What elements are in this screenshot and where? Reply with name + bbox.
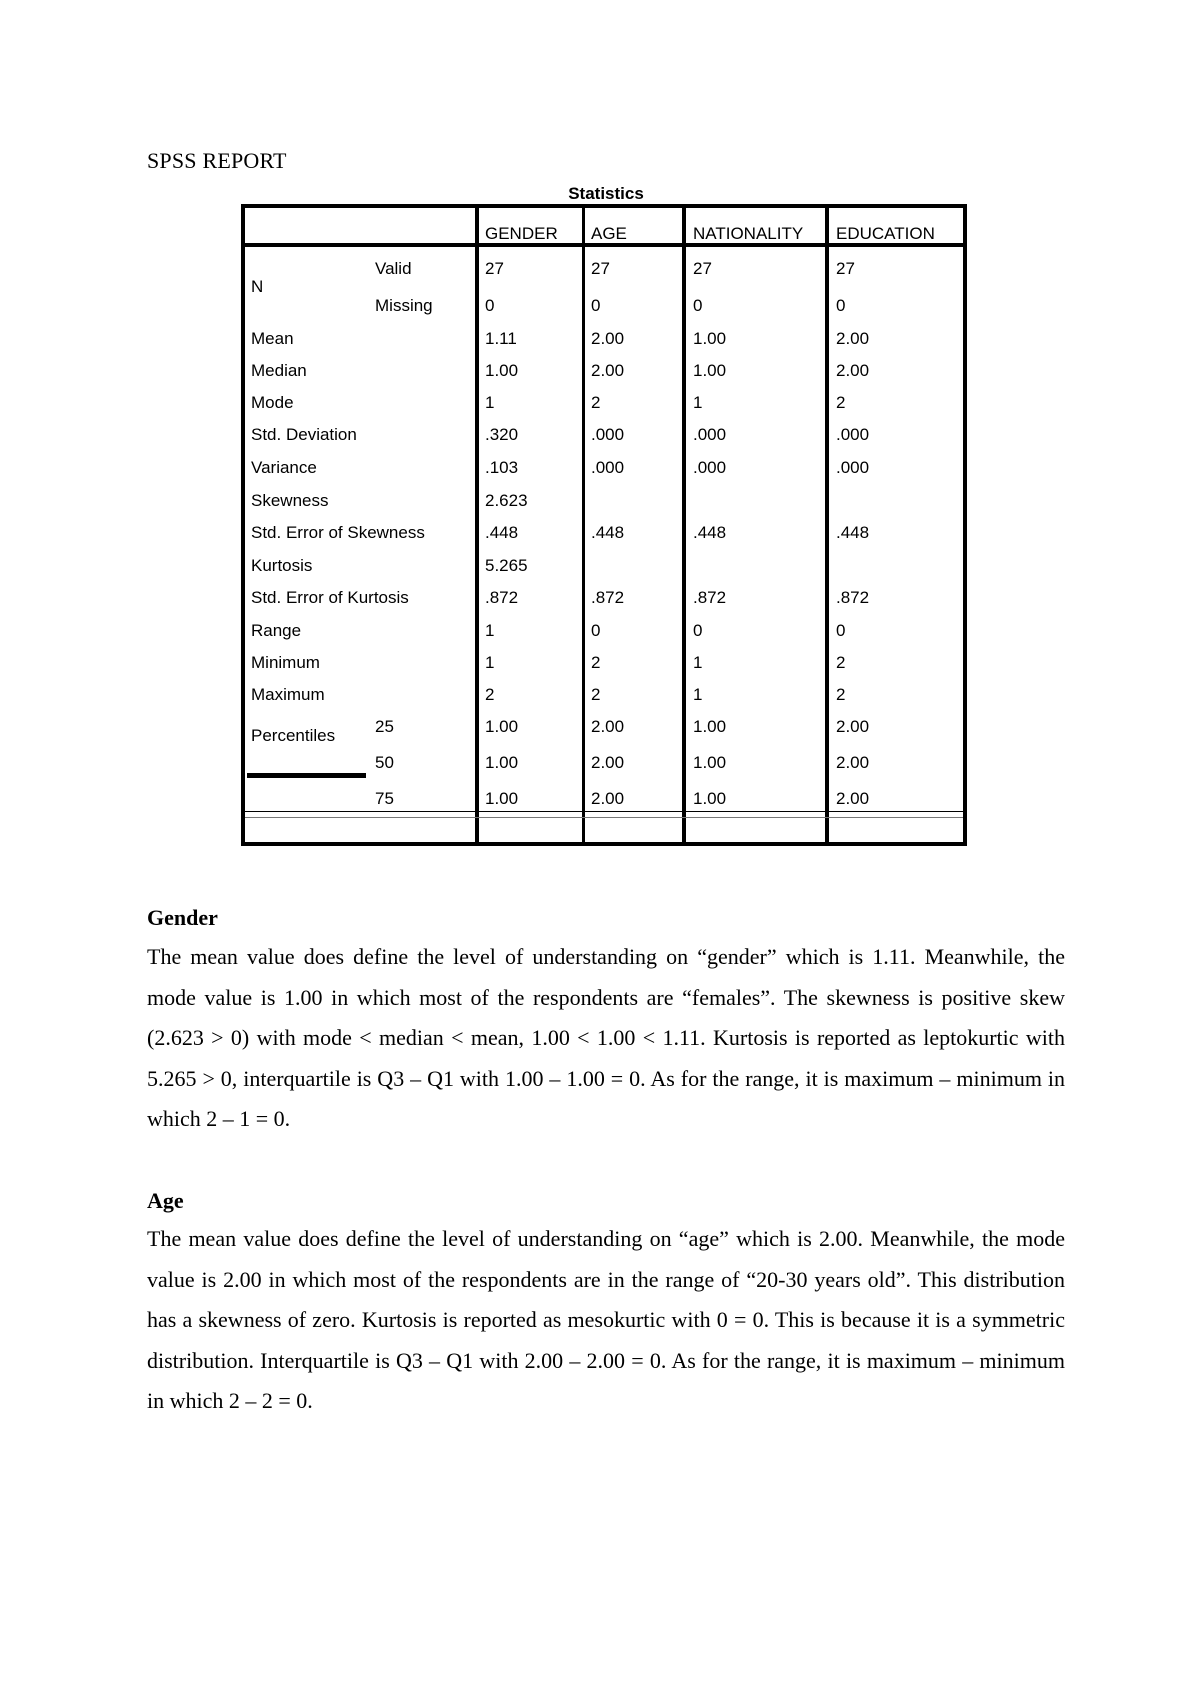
table-cell: .448 — [836, 523, 870, 542]
table-cell: .103 — [485, 458, 519, 477]
row-label-mean: Mean — [251, 329, 294, 348]
table-cell: .872 — [485, 588, 519, 607]
row-label-mode: Mode — [251, 393, 294, 412]
table-cell: 1.00 — [693, 361, 727, 380]
column-divider — [825, 208, 829, 842]
table-cell: 1 — [693, 685, 703, 704]
row-label-valid: Valid — [375, 259, 412, 278]
column-divider — [475, 208, 479, 842]
table-cell: 1.00 — [693, 329, 727, 348]
table-cell: 2 — [591, 653, 601, 672]
table-cell: 2.00 — [836, 789, 870, 808]
table-cell: .320 — [485, 425, 519, 444]
table-cell: 0 — [693, 621, 703, 640]
table-cell: 0 — [485, 296, 495, 315]
section-heading-gender: Gender — [147, 905, 218, 930]
table-cell: 1.00 — [485, 789, 519, 808]
table-cell: 2.00 — [591, 329, 625, 348]
table-cell: 2.00 — [591, 361, 625, 380]
table-cell: 2 — [591, 393, 601, 412]
row-label-percentile-75: 75 — [375, 789, 394, 808]
table-cell: .000 — [591, 458, 625, 477]
table-cell: 2.00 — [591, 753, 625, 772]
table-cell: 2.00 — [591, 789, 625, 808]
table-cell: 1.00 — [693, 789, 727, 808]
column-divider — [682, 208, 686, 842]
table-cell: 2.00 — [836, 361, 870, 380]
row-label-std-error-skewness: Std. Error of Skewness — [251, 523, 425, 542]
row-label-std-deviation: Std. Deviation — [251, 425, 357, 444]
table-cell: 2 — [836, 393, 846, 412]
row-label-percentile-25: 25 — [375, 717, 394, 736]
table-cell: 27 — [836, 259, 855, 278]
table-cell: .872 — [591, 588, 625, 607]
table-cell: 2.623 — [485, 491, 528, 510]
table-cell: .448 — [693, 523, 727, 542]
table-cell: 1 — [485, 621, 495, 640]
table-cell: .000 — [693, 425, 727, 444]
table-cell: .872 — [836, 588, 870, 607]
row-label-median: Median — [251, 361, 307, 380]
table-cell: 0 — [836, 621, 846, 640]
row-label-std-error-kurtosis: Std. Error of Kurtosis — [251, 588, 409, 607]
statistics-table — [241, 204, 967, 846]
table-cell: 27 — [591, 259, 610, 278]
table-cell: .000 — [836, 425, 870, 444]
table-cell: 0 — [693, 296, 703, 315]
row-label-percentile-50: 50 — [375, 753, 394, 772]
page-title: SPSS REPORT — [147, 148, 287, 173]
table-cell: 2 — [591, 685, 601, 704]
table-cell: 2 — [836, 685, 846, 704]
row-label-missing: Missing — [375, 296, 433, 315]
row-label-maximum: Maximum — [251, 685, 325, 704]
table-cell: 1.00 — [693, 717, 727, 736]
percentiles-underline — [247, 773, 366, 778]
section-heading-age: Age — [147, 1188, 184, 1213]
table-cell: 1.00 — [485, 753, 519, 772]
statistics-caption: Statistics — [568, 184, 644, 203]
table-cell: 1.00 — [485, 361, 519, 380]
footer-divider — [245, 811, 963, 812]
row-label-kurtosis: Kurtosis — [251, 556, 313, 575]
footer-divider — [245, 817, 963, 818]
row-label-variance: Variance — [251, 458, 317, 477]
table-cell: 1.11 — [485, 329, 517, 348]
table-cell: 1.00 — [485, 717, 519, 736]
table-cell: 1 — [693, 393, 703, 412]
table-cell: 1 — [693, 653, 703, 672]
table-cell: .448 — [485, 523, 519, 542]
table-cell: .000 — [591, 425, 625, 444]
table-cell: 5.265 — [485, 556, 528, 575]
row-label-minimum: Minimum — [251, 653, 320, 672]
row-label-range: Range — [251, 621, 302, 640]
n-group-label: N — [251, 277, 264, 296]
table-cell: 2.00 — [836, 753, 870, 772]
table-cell: 2 — [836, 653, 846, 672]
column-divider — [582, 208, 585, 842]
table-cell: 0 — [591, 621, 601, 640]
table-cell: 2.00 — [836, 717, 870, 736]
table-cell: 0 — [836, 296, 846, 315]
table-cell: .000 — [693, 458, 727, 477]
table-cell: 27 — [485, 259, 504, 278]
table-cell: 27 — [693, 259, 712, 278]
table-cell: .000 — [836, 458, 870, 477]
table-cell: 1 — [485, 653, 495, 672]
table-cell: 0 — [591, 296, 601, 315]
row-label-skewness: Skewness — [251, 491, 329, 510]
column-header-education: EDUCATION — [836, 224, 935, 243]
table-cell: 1 — [485, 393, 495, 412]
section-body-gender: The mean value does define the level of understanding on “gender” which is 1.11. Meanwhile, the mode value is 1.00 in which most of the respondents are “females”. The skewness is positive skew (2.623 > 0) with mode < median < mean, 1.00 < 1.00 < 1.11. Kurtosis is reported as leptokurtic with 5.265 > 0, interquartile is Q3 – Q1 with 1.00 – 1.00 = 0. As for the range, it is maximum – minimum in which 2 – 1 = 0. — [147, 944, 1065, 1131]
table-cell: 2 — [485, 685, 495, 704]
table-cell: 1.00 — [693, 753, 727, 772]
table-cell: .448 — [591, 523, 625, 542]
column-header-gender: GENDER — [485, 224, 558, 243]
table-cell: 2.00 — [836, 329, 870, 348]
table-cell: 2.00 — [591, 717, 625, 736]
percentiles-group-label: Percentiles — [251, 726, 336, 745]
section-body-age: The mean value does define the level of understanding on “age” which is 2.00. Meanwhile, the mode value is 2.00 in which most of the respondents are in the range of “20-30 years old”. This distribution has a skewness of zero. Kurtosis is reported as mesokurtic with 0 = 0. This is because it is a symmetric distribution. Interquartile is Q3 – Q1 with 2.00 – 2.00 = 0. As for the range, it is maximum – minimum in which 2 – 2 = 0. — [147, 1226, 1065, 1413]
column-header-nationality: NATIONALITY — [693, 224, 804, 243]
table-cell: .872 — [693, 588, 727, 607]
column-header-age: AGE — [591, 224, 627, 243]
